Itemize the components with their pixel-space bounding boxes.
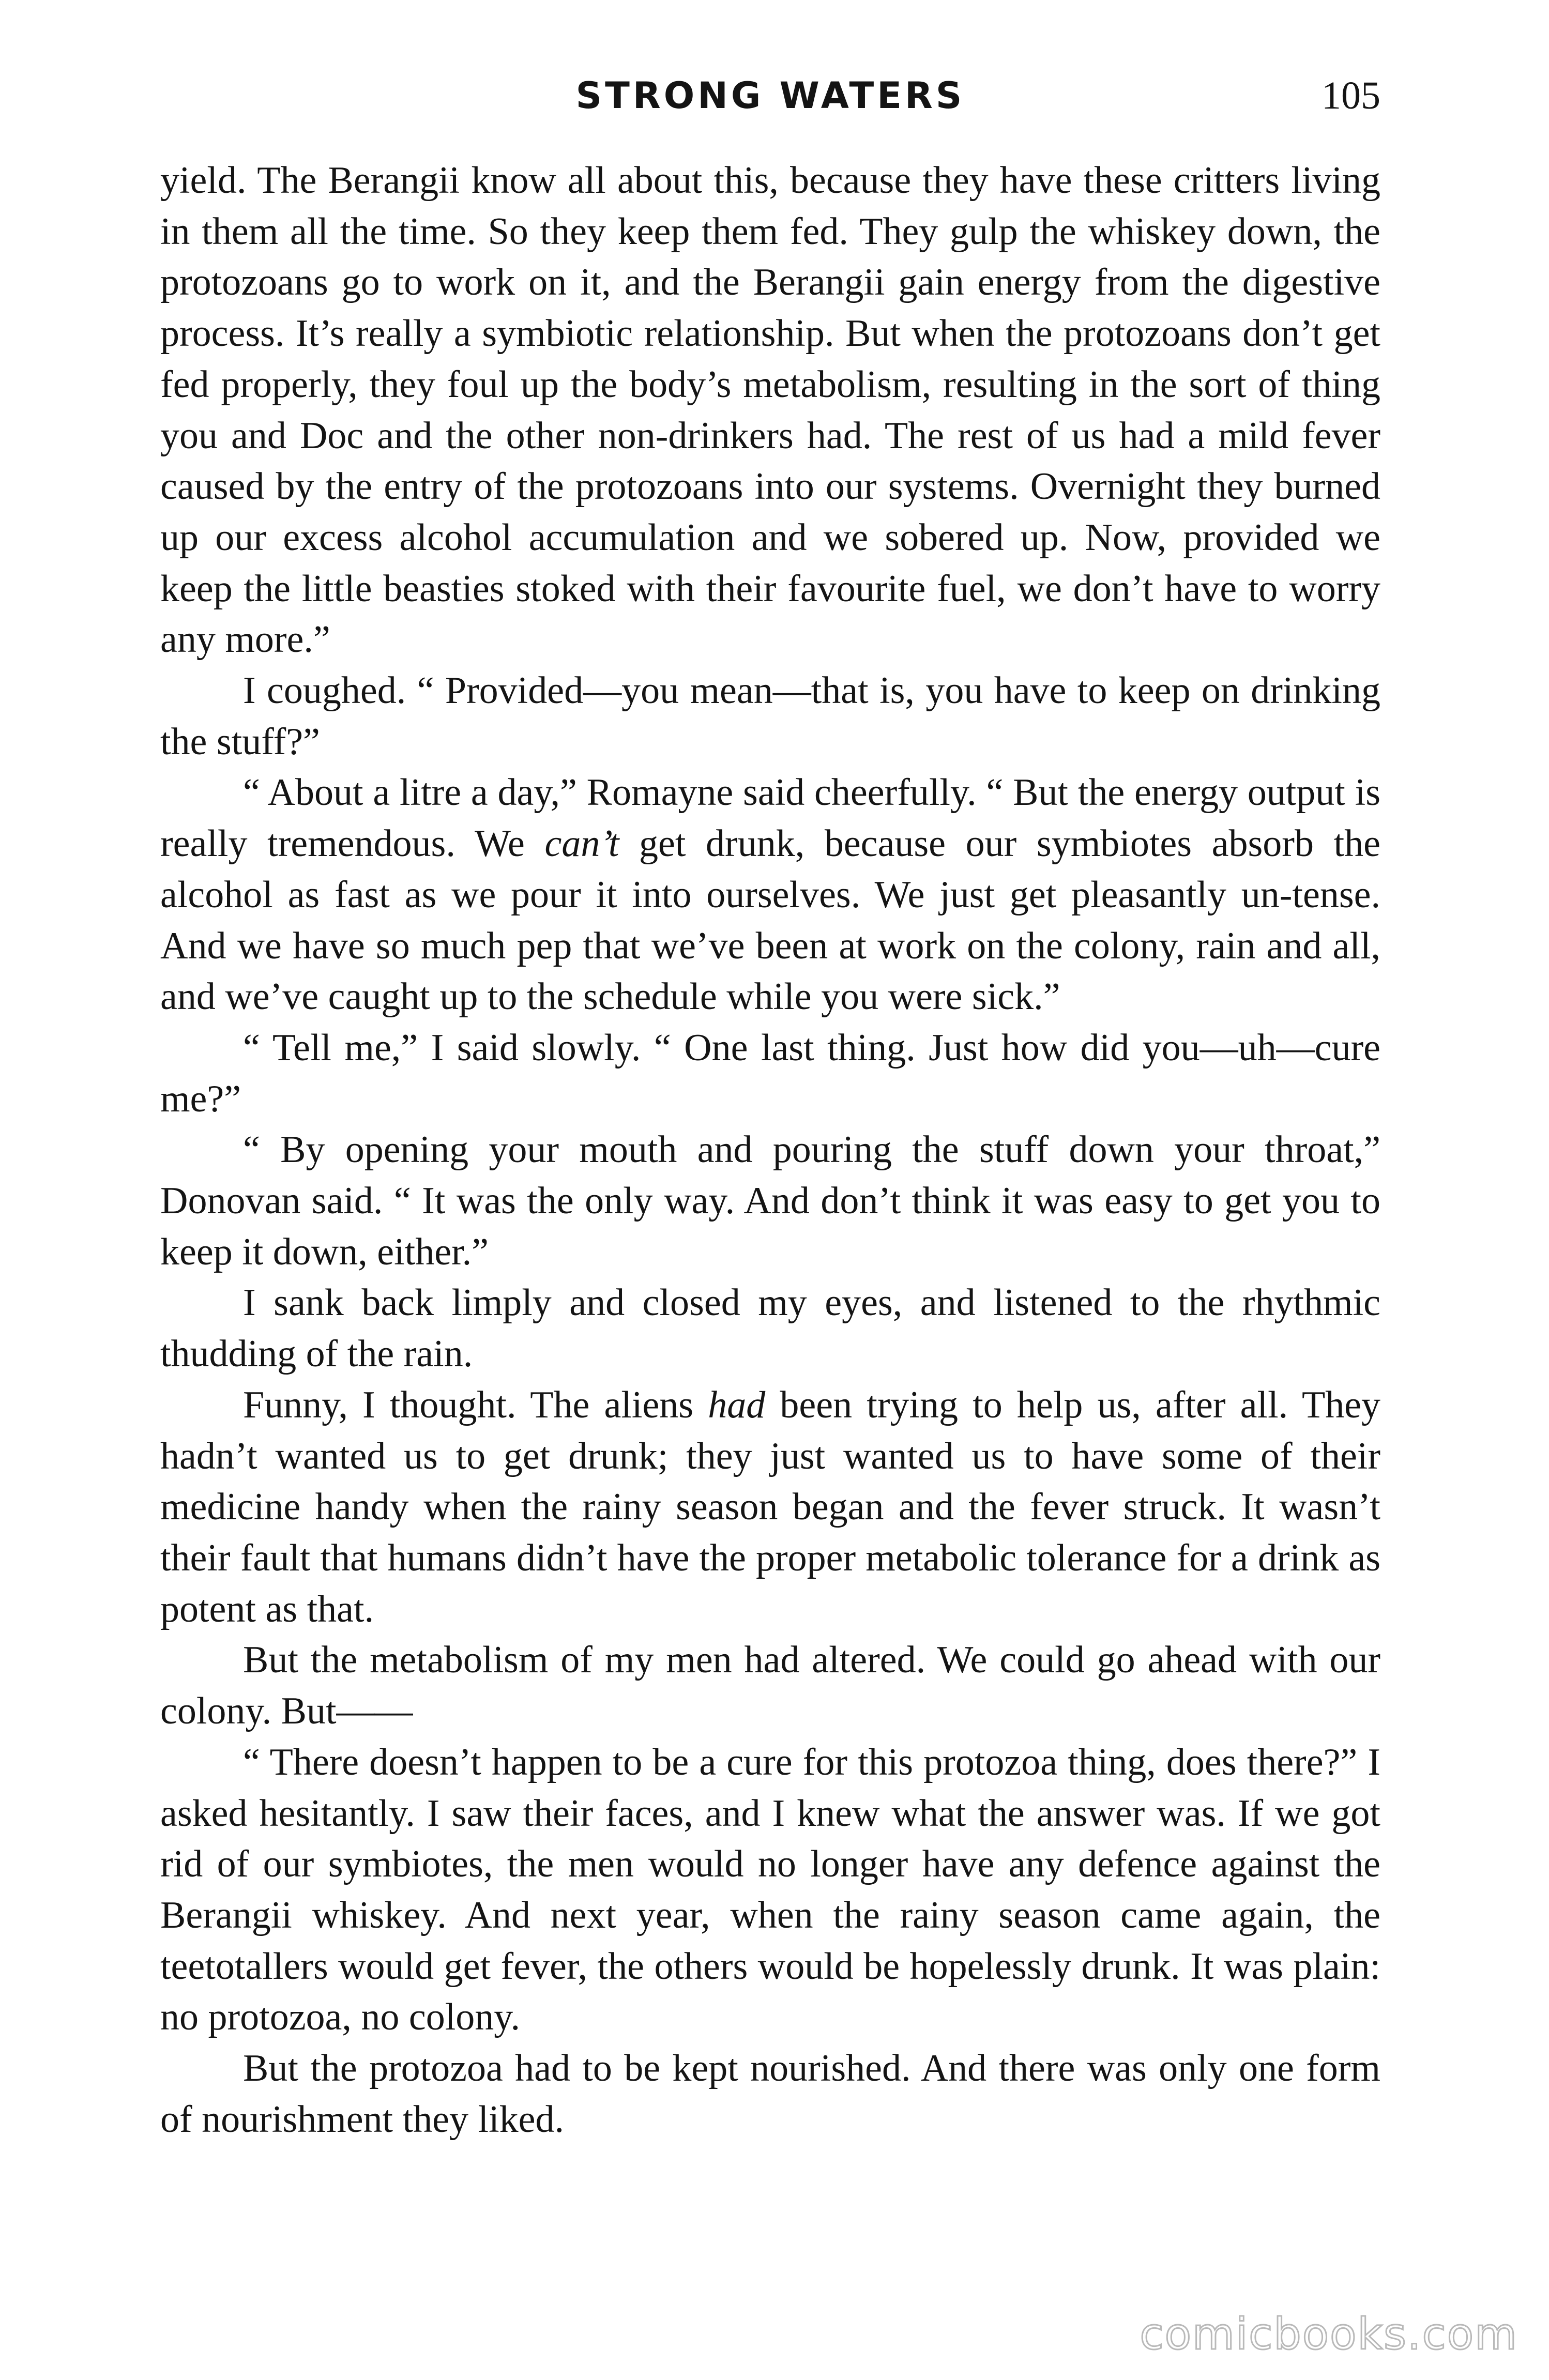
text-run: been trying to help us, after all. They hadn’t wanted us to get drunk; they just wanted us to have some of their medicine handy when the rainy season began and the fever struck. It wasn’t their fault that humans didn’t have the proper metabolic tolerance for a drink as potent as that. bbox=[160, 1383, 1381, 1630]
italic-text: can’t bbox=[544, 822, 619, 865]
italic-text: had bbox=[708, 1383, 766, 1426]
paragraph bbox=[160, 1124, 1380, 1277]
text-run: get drunk, because our symbiotes absorb the alcohol as fast as we pour it into ourselves. We just get pleasantly un-tense. And we have so much pep that we’ve been at work on the colony, rain and all, and we’ve caught up to the schedule while you were sick.” bbox=[160, 822, 1380, 1018]
paragraph bbox=[160, 665, 1380, 767]
paragraph bbox=[160, 1277, 1380, 1379]
text-run: “ Tell me,” I said slowly. “ One last thing. Just how did you—uh—cure me?” bbox=[160, 1026, 1380, 1120]
text-run: “ About a litre a day,” Romayne said cheerfully. “ But the energy output is really tremendous. We bbox=[160, 771, 1380, 865]
text-run: yield. The Berangii know all about this, because they have these critters living in them all the time. So they keep them fed. They gulp the whiskey down, the protozoans go to work on it, and the Berangii gain energy from the digestive process. It’s really a symbiotic relationship. But when the protozoans don’t get fed properly, they foul up the body’s metabolism, resulting in the sort of thing you and Doc and the other non-drinkers had. The rest of us had a mild fever caused by the entry of the protozoans into our systems. Overnight they burned up our excess alcohol accumulation and we sobered up. Now, provided we keep the little beasties stoked with their favourite fuel, we don’t have to worry any more.” bbox=[160, 159, 1380, 661]
text-run: Funny, I thought. The aliens bbox=[243, 1383, 708, 1426]
text-run: I sank back limply and closed my eyes, and listened to the rhythmic thudding of the rain. bbox=[160, 1281, 1380, 1376]
paragraph bbox=[160, 1023, 1380, 1124]
running-head bbox=[160, 67, 1380, 124]
text-run: I coughed. “ Provided—you mean—that is, you have to keep on drinking the stuff?” bbox=[160, 669, 1380, 763]
body-text bbox=[160, 155, 1380, 2145]
watermark-logo: comicbooks.com bbox=[1140, 2309, 1518, 2359]
paragraph bbox=[160, 2043, 1380, 2145]
paragraph bbox=[160, 1635, 1380, 1736]
text-run: But the metabolism of my men had altered. We could go ahead with our colony. But—— bbox=[160, 1639, 1380, 1733]
paragraph bbox=[160, 1380, 1380, 1635]
text-run: But the protozoa had to be kept nourished. And there was only one form of nourishment they liked. bbox=[160, 2047, 1380, 2141]
text-run: “ By opening your mouth and pouring the stuff down your throat,” Donovan said. “ It was the only way. And don’t think it was easy to get you to keep it down, either.” bbox=[160, 1128, 1380, 1273]
text-run: “ There doesn’t happen to be a cure for this protozoa thing, does there?” I asked hesitantly. I saw their faces, and I knew what the answer was. If we got rid of our symbiotes, the men would no longer have any defence against the Berangii whiskey. And next year, when the rainy season came again, the teetotallers would get fever, the others would be hopelessly drunk. It was plain: no protozoa, no colony. bbox=[160, 1741, 1380, 2039]
running-title: STRONG WATERS bbox=[575, 74, 965, 117]
paragraph bbox=[160, 767, 1380, 1023]
paragraph bbox=[160, 155, 1380, 665]
page-number: 105 bbox=[1322, 74, 1380, 117]
paragraph bbox=[160, 1737, 1380, 2043]
